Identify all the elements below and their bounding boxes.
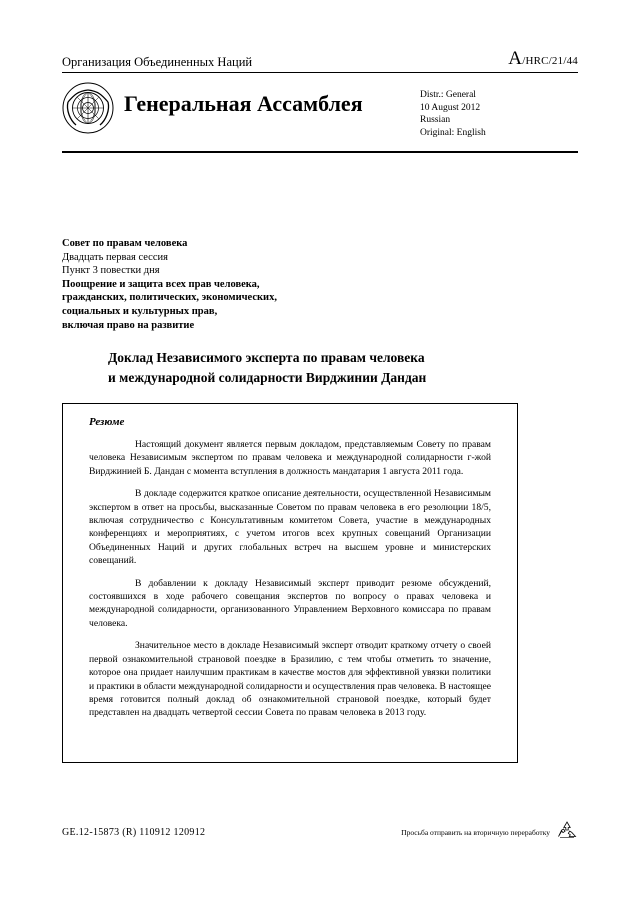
header-divider-bottom [62,151,578,153]
header-top-row [62,48,578,72]
council-agenda-item: Пункт 3 повестки дня [62,265,160,277]
ge-code: GE.12-15873 (R) 110912 120912 [62,827,206,838]
agenda-title-line-4: включая право на развитие [62,319,195,331]
un-emblem-icon [62,82,114,134]
summary-paragraph: В докладе содержится краткое описание деятельности, осуществленной Независимым экспертом в ответ на просьбы, высказанные Советом по правам человека в его резолюции 18/5, включая сотрудничество с Консультативным комитетом Совета, участие в международных конференциях и мероприятиях, с учетом итогов всех крупных совещаний Организации Объединенных Наций и других глобальных встреч на высшем уровне и министерских совещаний. [89,488,491,567]
page-title-line-2: и международной солидарности Вирджинии Дандан [108,370,427,385]
recycle-icon [556,820,578,845]
organization-name: Организация Объединенных Наций [62,55,253,69]
distr-line-3: Russian [420,115,451,125]
document-symbol-prefix: A [508,48,523,69]
council-session-block [62,237,482,332]
distribution-block [420,89,486,139]
summary-box [62,403,518,763]
council-session: Двадцать первая сессия [62,251,168,263]
page-title [108,348,548,388]
page-title-line-1: Доклад Независимого эксперта по правам человека [108,350,425,365]
distr-line-4: Original: English [420,127,486,138]
document-symbol [508,48,578,70]
summary-paragraph: В добавлении к докладу Независимый эксперт приводит резюме обсуждений, состоявшихся в ходе рабочего совещания экспертов по вопросу о правах человека и международной солидарности, организованного Управлением Верховного комиссара по правам человека. [89,577,491,629]
summary-paragraph: Значительное место в докладе Независимый эксперт отводит краткому отчету о своей первой ознакомительной страновой поездке в Бразилию, с тем чтобы отметить то значение, которое она придает наилучшим практикам в качестве мостов для эффективной увязки политики и практики в области международной солидарности и осуществления прав человека. В настоящее время готовится полный доклад об ознакомительной страновой поездке, который будет представлен на двадцать четвертой сессии Совета по правам человека в 2013 году. [89,640,491,719]
council-name: Совет по правам человека [62,238,188,249]
agenda-title-line-3: социальных и культурных прав, [62,305,218,317]
agenda-title-line-1: Поощрение и защита всех прав человека, [62,278,260,290]
assembly-title: Генеральная Ассамблея [124,91,363,116]
recycle-text: Просьба отправить на вторичную переработку [401,828,550,837]
summary-box-content [63,404,517,739]
summary-label: Резюме [89,416,125,428]
document-header [62,48,578,153]
summary-paragraph: Настоящий документ является первым докладом, представляемым Совету по правам человека Независимым экспертом по правам человека и международной солидарности г-жой Вирджинией Б. Дандан с момента вступления в должность мандатария 1 августа 2011 года. [89,439,491,477]
document-footer [62,820,578,845]
distr-line-1: Distr.: General [420,90,476,100]
document-symbol-suffix: /HRC/21/44 [522,55,578,67]
recycle-notice [401,820,578,845]
distr-line-2: 10 August 2012 [420,102,481,113]
agenda-title-line-2: гражданских, политических, экономических, [62,292,277,304]
header-main-row [62,73,578,151]
